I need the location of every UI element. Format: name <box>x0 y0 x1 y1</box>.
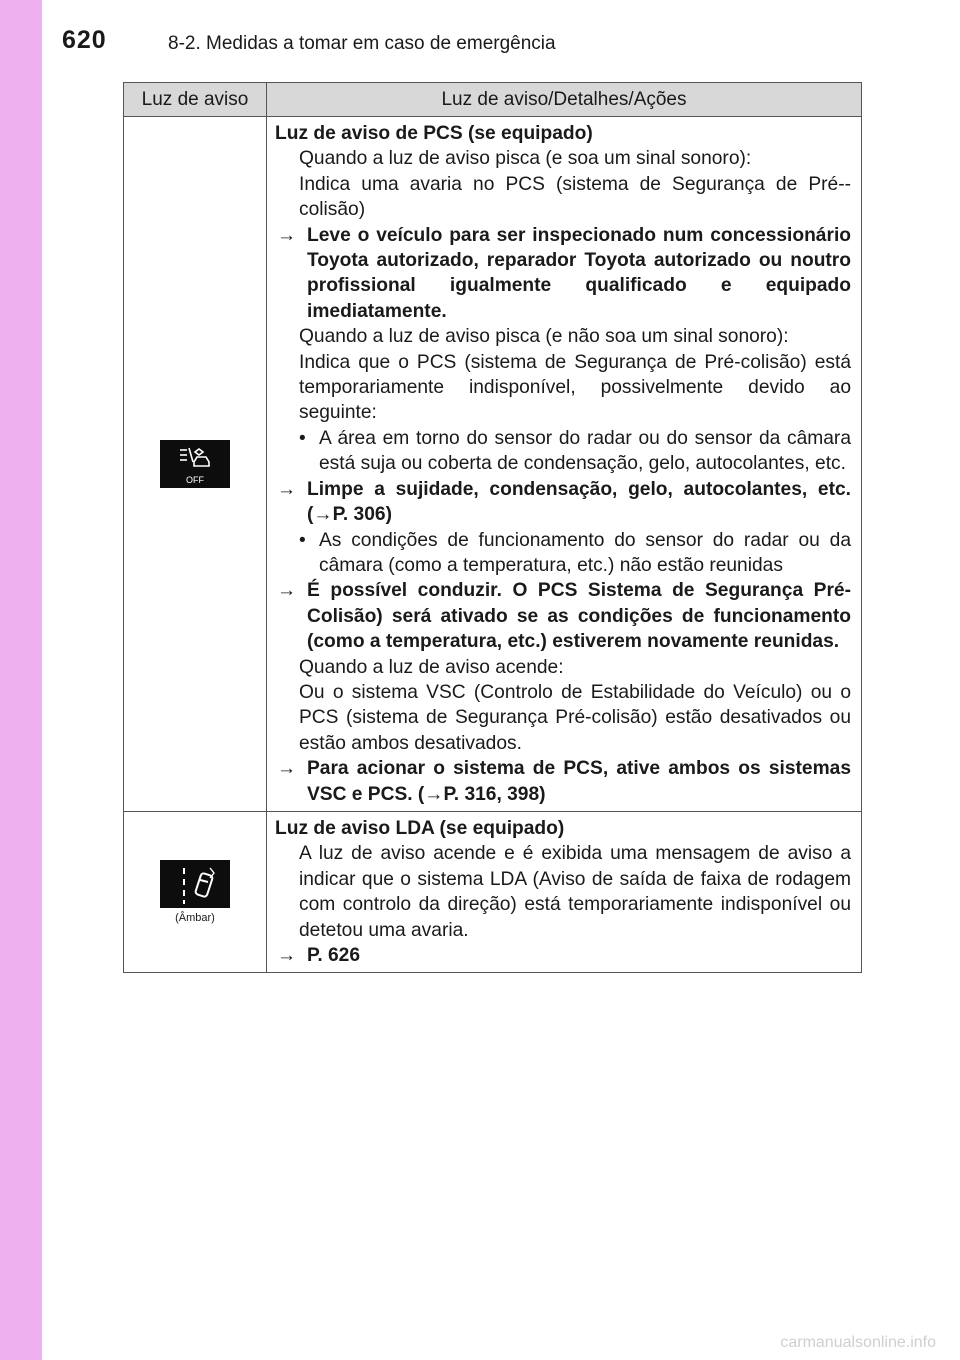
arrow-icon: → <box>277 945 297 966</box>
arrow-icon: → <box>277 224 297 246</box>
pcs-action <box>275 477 851 528</box>
lda-warning-icon <box>160 860 230 908</box>
pcs-action <box>275 223 851 325</box>
pcs-action-text: É possível conduzir. O PCS Sistema de Segurança Pré-Colisão) será ativado se as condições de funcionamento (como a temperatura, etc.) estiverem novamente reunidas. <box>307 580 851 653</box>
pcs-off-warning-icon <box>160 440 230 488</box>
pcs-bullet-text: As condições de funcionamento do sensor do radar ou da câmara (como a temperatura, etc.) não estão reunidas <box>319 529 851 576</box>
pcs-bullet <box>275 426 851 477</box>
pcs-action-text: Para acionar o sistema de PCS, ative ambos os sistemas VSC e PCS. (→P. 316, 398) <box>307 758 851 805</box>
warning-light-table <box>123 82 862 973</box>
pcs-line: Quando a luz de aviso acende: <box>299 656 564 678</box>
pcs-action <box>275 756 851 807</box>
icon-cell <box>124 117 267 812</box>
pcs-action-text: Leve o veículo para ser inspecionado num concessionário Toyota autorizado, reparador Toyota autorizado ou noutro profissional igualmente qualificado e equipado imediatamente. <box>307 224 851 322</box>
pcs-bullet <box>275 528 851 579</box>
lda-title: Luz de aviso LDA (se equipado) <box>275 817 565 839</box>
table-header-row <box>124 83 862 117</box>
pcs-details <box>267 117 862 812</box>
table-row <box>124 117 862 812</box>
lda-line: A luz de aviso acende e é exibida uma mensagem de aviso a indicar que o sistema LDA (Aviso de saída de faixa de rodagem com controlo da direção) está temporariamente indisponível ou detetou uma avaria. <box>299 843 851 941</box>
lda-details <box>267 811 862 972</box>
pcs-title: Luz de aviso de PCS (se equipado) <box>275 123 593 144</box>
pcs-bullet-text: A área em torno do sensor do radar ou do sensor da câmara está suja ou coberta de condensação, gelo, autocolantes, etc. <box>319 427 851 475</box>
chapter-color-tab <box>0 0 42 1360</box>
lamp-color-caption: (Âmbar) <box>175 912 215 925</box>
pcs-action-text: Limpe a sujidade, condensação, gelo, autocolantes, etc. (→P. 306) <box>307 478 851 526</box>
pcs-line: Quando a luz de aviso pisca (e soa um sinal sonoro): <box>299 148 752 170</box>
pcs-line: Indica uma avaria no PCS (sistema de Segurança de Pré--colisão) <box>299 173 851 221</box>
pcs-action <box>275 578 851 654</box>
bullet-icon: • <box>299 427 306 449</box>
column-header-light: Luz de aviso <box>124 83 267 117</box>
arrow-icon: → <box>277 478 297 500</box>
pcs-line: Ou o sistema VSC (Controlo de Estabilidade do Veículo) ou o PCS (sistema de Segurança Pré-colisão) estão desativados ou estão ambos desativados. <box>299 681 851 754</box>
arrow-icon: → <box>277 758 297 780</box>
pcs-line: Indica que o PCS (sistema de Segurança de Pré-colisão) está temporariamente indisponível, possivelmente devido ao seguinte: <box>299 351 851 424</box>
icon-off-label: OFF <box>186 474 204 485</box>
icon-cell <box>124 811 267 972</box>
section-title: 8-2. Medidas a tomar em caso de emergência <box>168 33 556 54</box>
arrow-icon: → <box>277 580 297 602</box>
page-number: 620 <box>62 26 107 54</box>
pcs-line: Quando a luz de aviso pisca (e não soa um sinal sonoro): <box>299 326 789 348</box>
watermark: carmanualsonline.info <box>780 1334 936 1351</box>
table-row <box>124 811 862 972</box>
lda-action <box>275 943 851 968</box>
column-header-details: Luz de aviso/Detalhes/Ações <box>267 83 862 117</box>
lda-action-text: P. 626 <box>307 945 360 966</box>
bullet-icon: • <box>299 529 306 551</box>
